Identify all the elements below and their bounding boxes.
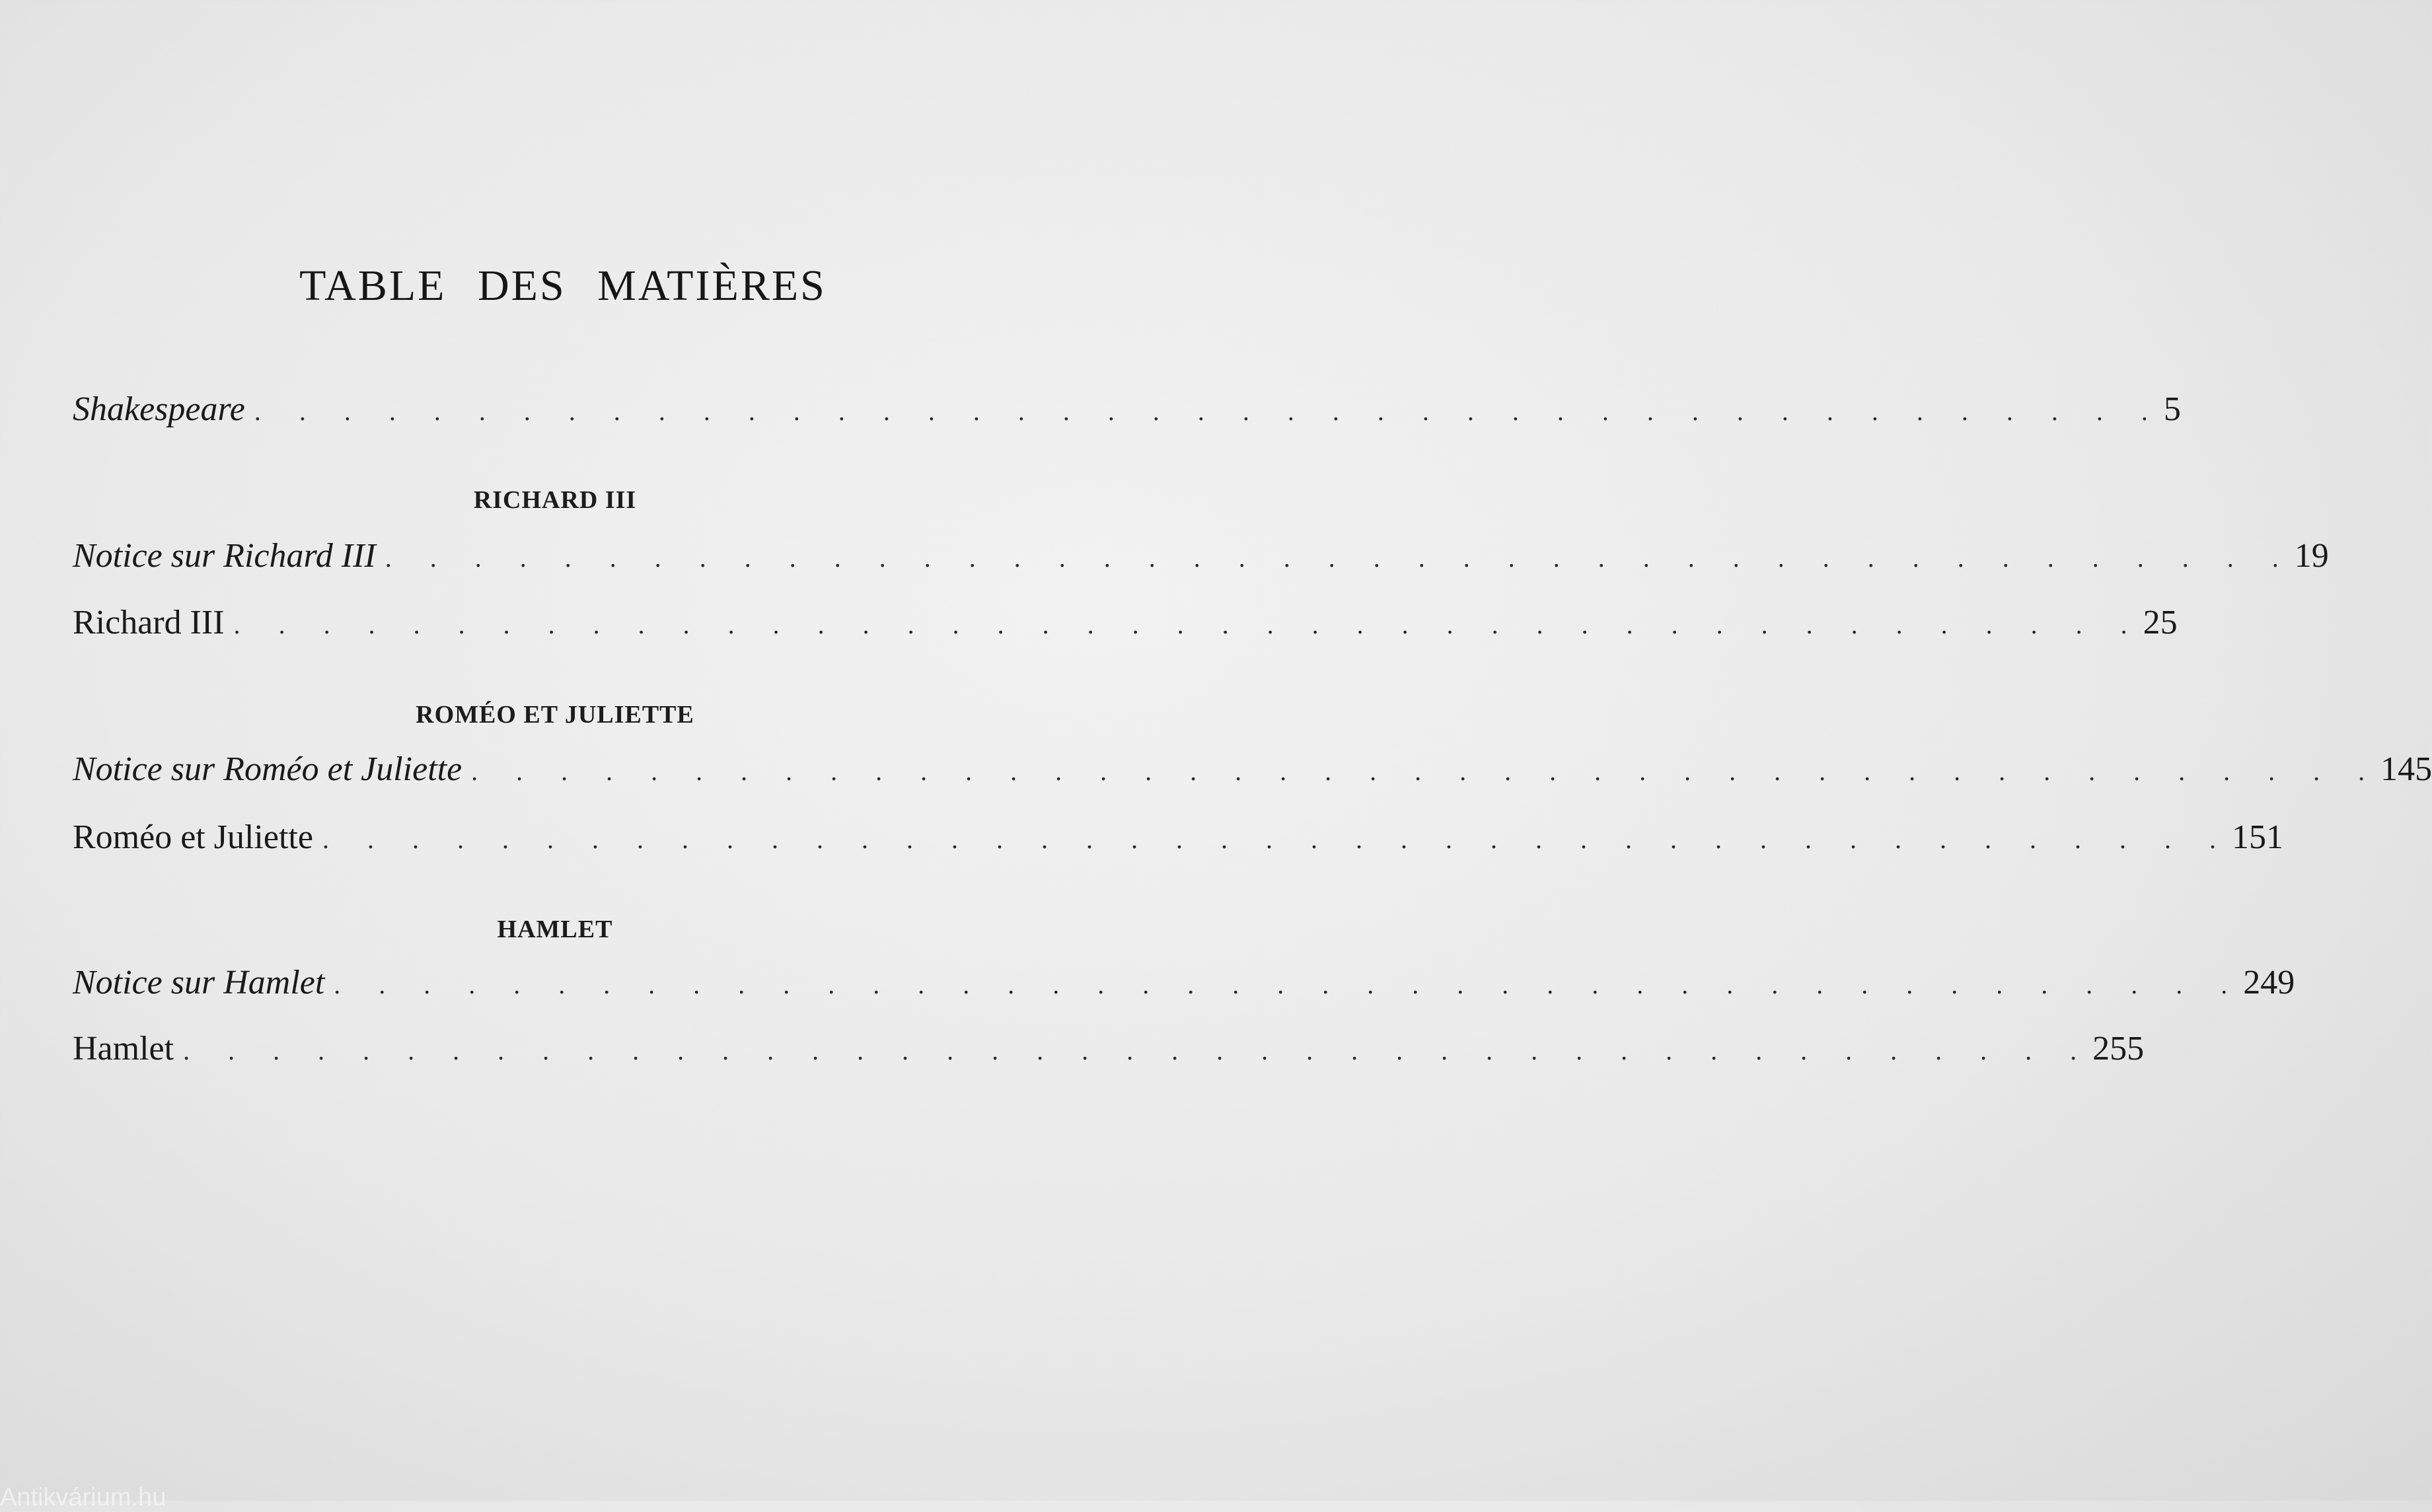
toc-entry-label: Roméo et Juliette <box>73 818 313 856</box>
toc-page-number: 5 <box>2163 390 2181 428</box>
toc-page-number: 255 <box>2092 1030 2145 1067</box>
section-heading-richard-iii: RICHARD III <box>473 486 637 514</box>
dot-leader: . . . . . . . . . . . . . . . . . . . . . . . . . . . . . . . . . . . . . . . . . . . <box>334 970 2244 999</box>
dot-leader: . . . . . . . . . . . . . . . . . . . . . . . . . . . . . . . . . . . . . . . . . . . <box>254 396 2164 426</box>
toc-page-number: 25 <box>2143 604 2178 641</box>
toc-entry-romeo-et-juliette <box>73 818 2283 864</box>
toc-entry-notice-richard-iii <box>73 536 2329 583</box>
toc-entry-label: Notice sur Roméo et Juliette <box>73 750 462 788</box>
toc-entry-richard-iii <box>73 603 2178 649</box>
toc-entry-label: Shakespeare <box>73 390 245 428</box>
toc-page-number: 249 <box>2243 964 2295 1001</box>
dot-leader: . . . . . . . . . . . . . . . . . . . . . . . . . . . . . . . . . . . . . . . . . . . <box>385 543 2295 573</box>
toc-entry-shakespeare <box>73 390 2181 436</box>
dot-leader: . . . . . . . . . . . . . . . . . . . . . . . . . . . . . . . . . . . . . . . . . . . <box>183 1036 2093 1065</box>
page-title: TABLE DES MATIÈRES <box>299 262 827 310</box>
toc-page-number: 145 <box>2380 750 2432 788</box>
dot-leader: . . . . . . . . . . . . . . . . . . . . . . . . . . . . . . . . . . . . . . . . . . . <box>322 824 2232 854</box>
toc-entry-label: Notice sur Richard III <box>73 537 376 575</box>
watermark: Antikvárium.hu <box>0 1484 166 1511</box>
toc-entry-notice-romeo-et-juliette <box>73 750 2432 796</box>
toc-entry-label: Hamlet <box>73 1030 174 1067</box>
dot-leader: . . . . . . . . . . . . . . . . . . . . . . . . . . . . . . . . . . . . . . . . . . . <box>471 756 2381 786</box>
toc-entry-label: Richard III <box>73 604 225 641</box>
toc-entry-hamlet <box>73 1029 2145 1075</box>
toc-entry-notice-hamlet <box>73 963 2295 1009</box>
toc-entry-label: Notice sur Hamlet <box>73 964 325 1001</box>
section-heading-hamlet: HAMLET <box>497 916 613 943</box>
toc-page-number: 19 <box>2294 537 2329 575</box>
toc-page-number: 151 <box>2231 818 2283 856</box>
section-heading-romeo-et-juliette: ROMÉO ET JULIETTE <box>416 701 694 729</box>
dot-leader: . . . . . . . . . . . . . . . . . . . . . . . . . . . . . . . . . . . . . . . . . . . <box>233 610 2143 639</box>
